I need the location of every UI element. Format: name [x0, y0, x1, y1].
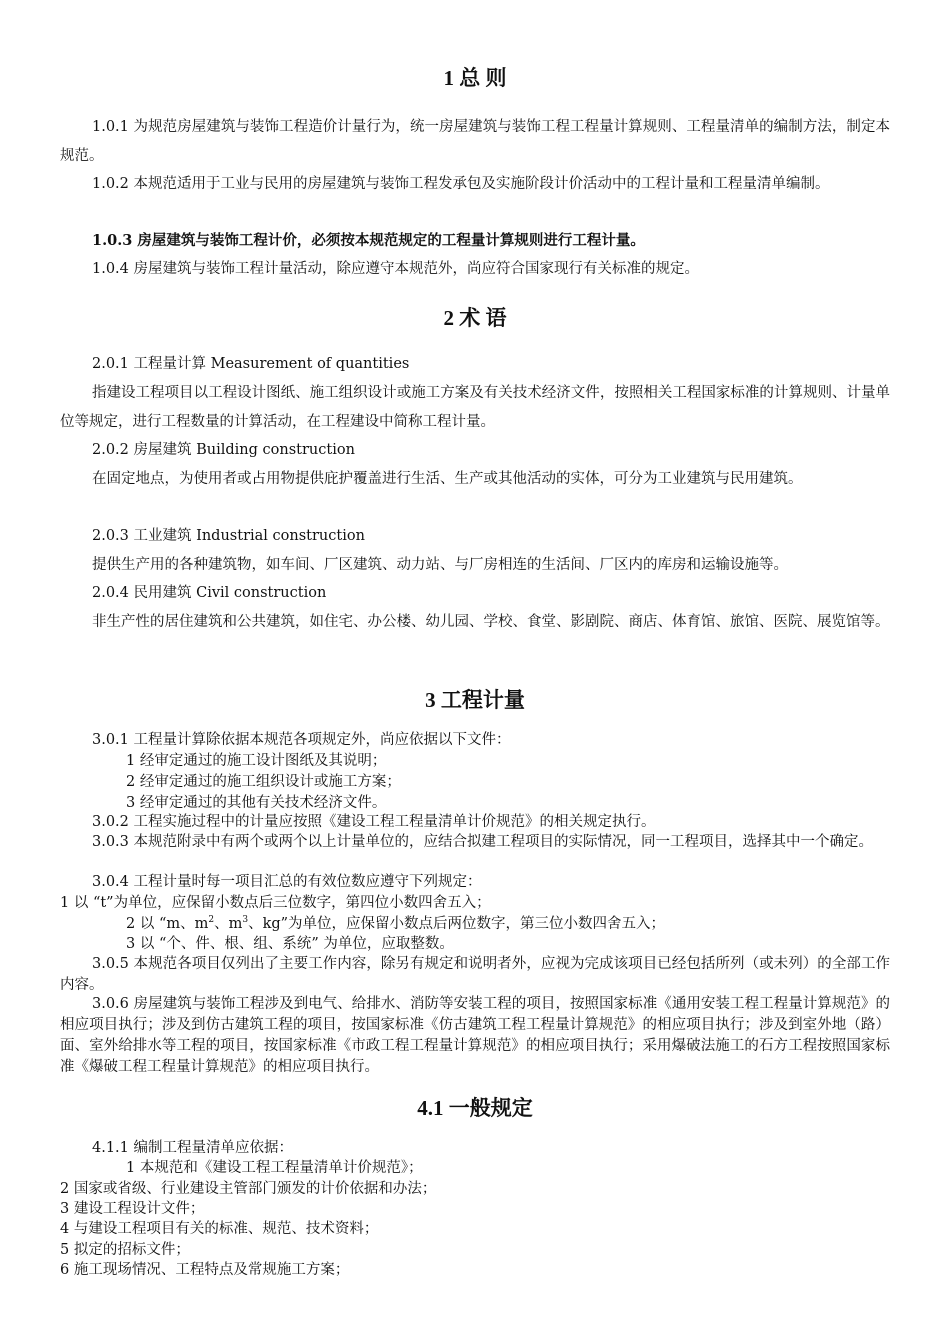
clause-3-0-4-item-2 [126, 914, 665, 935]
clause-3-0-4-item-2-part-2: 、m [214, 916, 243, 932]
superscript-2: 2 [208, 915, 215, 926]
clause-1-0-2: 1.0.2 本规范适用于工业与民用的房屋建筑与装饰工程发承包及实施阶段计价活动中的工程计量和工程量清单编制。 [92, 176, 830, 192]
clause-3-0-2: 3.0.2 工程实施过程中的计量应按照《建设工程工程量清单计价规范》的相关规定执行。 [92, 814, 656, 830]
clause-1-0-1: 1.0.1 为规范房屋建筑与装饰工程造价计量行为，统一房屋建筑与装饰工程工程量计算规则、工程量清单的编制方法，制定本规范。 [60, 119, 890, 164]
clause-1-0-4: 1.0.4 房屋建筑与装饰工程计量活动，除应遵守本规范外，尚应符合国家现行有关标准的规定。 [92, 261, 699, 277]
section-1-heading: 1 总 则 [443, 66, 507, 90]
section-2-heading: 2 术 语 [443, 306, 507, 330]
clause-3-0-1: 3.0.1 工程量计算除依据本规范各项规定外，尚应依据以下文件： [92, 732, 511, 748]
term-2-0-2-definition: 在固定地点，为使用者或占用物提供庇护覆盖进行生活、生产或其他活动的实体，可分为工业建筑与民用建筑。 [92, 471, 803, 487]
clause-1-0-3: 1.0.3 房屋建筑与装饰工程计价，必须按本规范规定的工程量计算规则进行工程计量。 [92, 232, 645, 249]
clause-3-0-6: 3.0.6 房屋建筑与装饰工程涉及到电气、给排水、消防等安装工程的项目，按照国家标准《通用安装工程工程量计算规范》的相应项目执行；涉及到仿古建筑工程的项目，按国家标准《仿古建筑工程工程量计算规范》的相应项目执行；涉及到室外地（路）面、室外给排水等工程的项目，按国家标准《市政工程工程量计算规范》的相应项目执行；采用爆破法施工的石方工程按照国家标准《爆破工程工程量计算规范》的相应项目执行。 [60, 996, 890, 1075]
term-2-0-1-definition: 指建设工程项目以工程设计图纸、施工组织设计或施工方案及有关技术经济文件，按照相关工程国家标准的计算规则、计量单位等规定，进行工程数量的计算活动，在工程建设中简称工程计量。 [60, 385, 890, 430]
clause-3-0-4-item-3: 3 以 “个、件、根、组、系统” 为单位，应取整数。 [126, 936, 454, 952]
clause-3-0-3: 3.0.3 本规范附录中有两个或两个以上计量单位的，应结合拟建工程项目的实际情况，同一工程项目，选择其中一个确定。 [92, 834, 873, 850]
clause-4-1-1-item-1: 1 本规范和《建设工程工程量清单计价规范》； [126, 1160, 423, 1176]
clause-3-0-4: 3.0.4 工程计量时每一项目汇总的有效位数应遵守下列规定： [92, 874, 482, 890]
term-2-0-4: 2.0.4 民用建筑 Civil construction [92, 585, 327, 601]
clause-3-0-5: 3.0.5 本规范各项目仅列出了主要工作内容，除另有规定和说明者外，应视为完成该项目已经包括所列（或未列）的全部工作内容。 [60, 956, 890, 993]
clause-3-0-1-item-1: 1 经审定通过的施工设计图纸及其说明； [126, 753, 387, 769]
clause-3-0-4-item-2-part-1: 2 以 “m、m [126, 916, 209, 932]
clause-3-0-1-item-3: 3 经审定通过的其他有关技术经济文件。 [126, 795, 387, 811]
clause-4-1-1-item-6: 6 施工现场情况、工程特点及常规施工方案； [60, 1262, 350, 1278]
clause-4-1-1-item-4: 4 与建设工程项目有关的标准、规范、技术资料； [60, 1221, 379, 1237]
clause-4-1-1-item-3: 3 建设工程设计文件； [60, 1201, 205, 1217]
superscript-3: 3 [242, 915, 249, 926]
term-2-0-3-definition: 提供生产用的各种建筑物，如车间、厂区建筑、动力站、与厂房相连的生活间、厂区内的库房和运输设施等。 [92, 557, 788, 573]
term-2-0-4-definition: 非生产性的居住建筑和公共建筑，如住宅、办公楼、幼儿园、学校、食堂、影剧院、商店、体育馆、旅馆、医院、展览馆等。 [92, 614, 890, 630]
term-2-0-1: 2.0.1 工程量计算 Measurement of quantities [92, 356, 410, 372]
section-3-heading: 3 工程计量 [425, 688, 525, 712]
term-2-0-2: 2.0.2 房屋建筑 Building construction [92, 442, 355, 458]
clause-4-1-1-item-2: 2 国家或省级、行业建设主管部门颁发的计价依据和办法； [60, 1181, 437, 1197]
clause-3-0-4-item-2-part-3: 、kg”为单位，应保留小数点后两位数字，第三位小数四舍五入； [248, 916, 666, 932]
clause-4-1-1: 4.1.1 编制工程量清单应依据： [92, 1140, 294, 1156]
clause-3-0-1-item-2: 2 经审定通过的施工组织设计或施工方案； [126, 774, 401, 790]
clause-3-0-4-item-1: 1 以 “t”为单位，应保留小数点后三位数字，第四位小数四舍五入； [60, 895, 491, 911]
section-4-1-heading: 4.1 一般规定 [417, 1096, 533, 1120]
clause-4-1-1-item-5: 5 拟定的招标文件； [60, 1242, 190, 1258]
term-2-0-3: 2.0.3 工业建筑 Industrial construction [92, 528, 365, 544]
